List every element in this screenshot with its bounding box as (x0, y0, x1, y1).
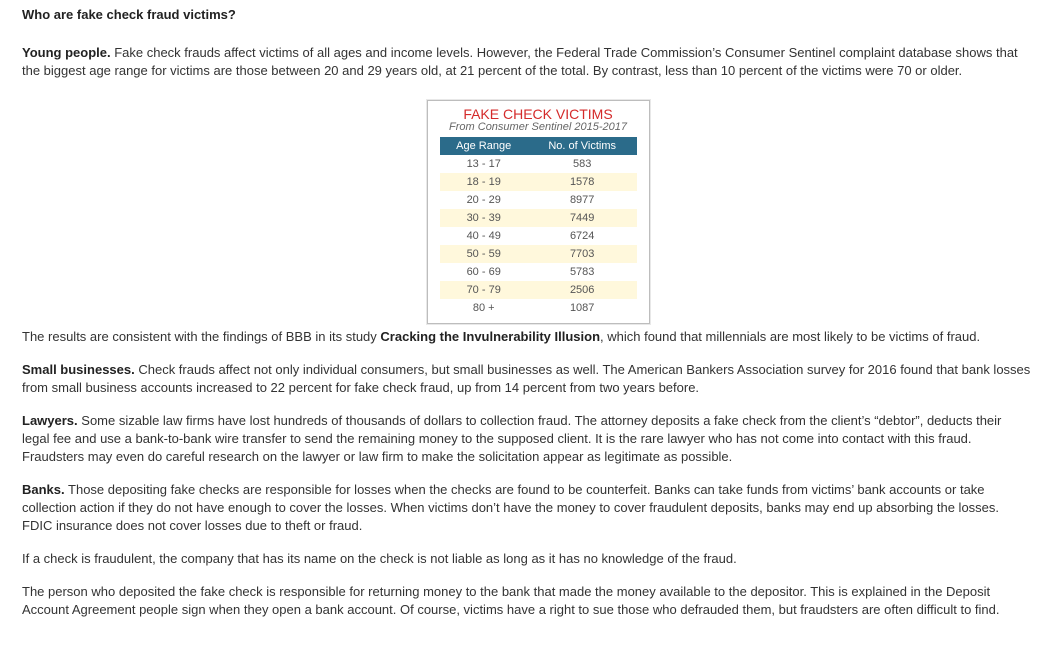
section-heading: Who are fake check fraud victims? (22, 7, 236, 22)
victim-count-cell: 583 (573, 158, 592, 170)
depositor-paragraph: The person who deposited the fake check is responsible for returning money to the bank that made the money available to the depositor. This is explained in the Deposit Account Agreement people sign when they open a bank account. Of course, victims have a right to sue those who defrauded them, but fraudsters are often difficult to find. (22, 584, 1000, 617)
age-range-cell: 50 - 59 (440, 245, 528, 263)
banks-text: Those depositing fake checks are responsible for losses when the checks are found to be counterfeit. Banks can take funds from victims’ bank accounts or take collection action if they do not have enough to cover the losses. When victims don’t have the money to cover fraudulent deposits, banks may end up absorbing the losses. FDIC insurance does not cover losses due to theft or fraud. (22, 482, 1000, 533)
banks-label: Banks. (22, 482, 65, 497)
age-range-cell: 13 - 17 (466, 158, 501, 170)
results-text-after: , which found that millennials are most likely to be victims of fraud. (600, 329, 981, 344)
lawyers-label: Lawyers. (22, 413, 78, 428)
col-victim-count: No. of Victims (528, 137, 637, 155)
table-row (440, 299, 637, 317)
table-row (440, 227, 637, 245)
study-title: Cracking the Invulnerability Illusion (380, 329, 601, 344)
young-people-label: Young people. (22, 45, 111, 60)
col-age-range: Age Range (440, 137, 528, 155)
young-people-paragraph (22, 44, 1032, 80)
lawyers-paragraph (22, 412, 1032, 466)
victim-count-cell: 6724 (569, 230, 595, 242)
age-range-cell: 20 - 29 (466, 194, 501, 206)
table-title: FAKE CHECK VICTIMS (463, 106, 613, 122)
table-header-row (440, 137, 637, 155)
table-row (440, 263, 637, 281)
banks-paragraph (22, 481, 1032, 535)
table-body (440, 155, 637, 317)
lawyers-text: Some sizable law firms have lost hundreds of thousands of dollars to collection fraud. The attorney deposits a fake check from the client’s “debtor”, deducts their legal fee and use a bank-to-bank wire transfer to send the remaining money to the supposed client. It is the rare lawyer who has not come into contact with this fraud. Fraudsters may even do careful research on the lawyer or law firm to make the solicitation appear as legitimate as possible. (22, 413, 1002, 464)
small-business-paragraph (22, 361, 1032, 397)
age-range-cell: 40 - 49 (466, 230, 501, 242)
victim-count-cell: 5783 (569, 266, 595, 278)
victim-count-cell: 7703 (528, 245, 637, 263)
victims-table-figure (44, 100, 1032, 324)
liability-paragraph: If a check is fraudulent, the company that has its name on the check is not liable as long as it has no knowledge of the fraud. (22, 551, 737, 566)
table-row (440, 191, 637, 209)
article-body (22, 6, 1032, 619)
table-row (440, 281, 637, 299)
victim-count-cell: 1087 (569, 302, 595, 314)
small-business-label: Small businesses. (22, 362, 135, 377)
victim-count-cell: 2506 (528, 281, 637, 299)
table-row (440, 209, 637, 227)
age-range-cell: 80 + (472, 302, 495, 314)
victim-count-cell: 8977 (569, 194, 595, 206)
victims-table-card (427, 100, 650, 324)
results-paragraph (22, 328, 1032, 346)
age-range-cell: 30 - 39 (440, 209, 528, 227)
results-text-before: The results are consistent with the findings of BBB in its study (22, 329, 381, 344)
table-subtitle: From Consumer Sentinel 2015-2017 (449, 121, 627, 133)
table-row (440, 173, 637, 191)
table-row (440, 245, 637, 263)
table-row (440, 155, 637, 173)
young-people-text: Fake check frauds affect victims of all ages and income levels. However, the Federal Trade Commission’s Consumer Sentinel complaint database shows that the biggest age range for victims are those between 20 and 29 years old, at 21 percent of the total. By contrast, less than 10 percent of the victims were 70 or older. (22, 45, 1018, 78)
victim-count-cell: 1578 (528, 173, 637, 191)
age-range-cell: 18 - 19 (440, 173, 528, 191)
victims-table (440, 137, 637, 317)
age-range-cell: 60 - 69 (466, 266, 501, 278)
age-range-cell: 70 - 79 (440, 281, 528, 299)
victim-count-cell: 7449 (528, 209, 637, 227)
small-business-text: Check frauds affect not only individual consumers, but small businesses as well. The American Bankers Association survey for 2016 found that bank losses from small business accounts increased to 22 percent for fake check fraud, up from 14 percent from two years before. (22, 362, 1031, 395)
